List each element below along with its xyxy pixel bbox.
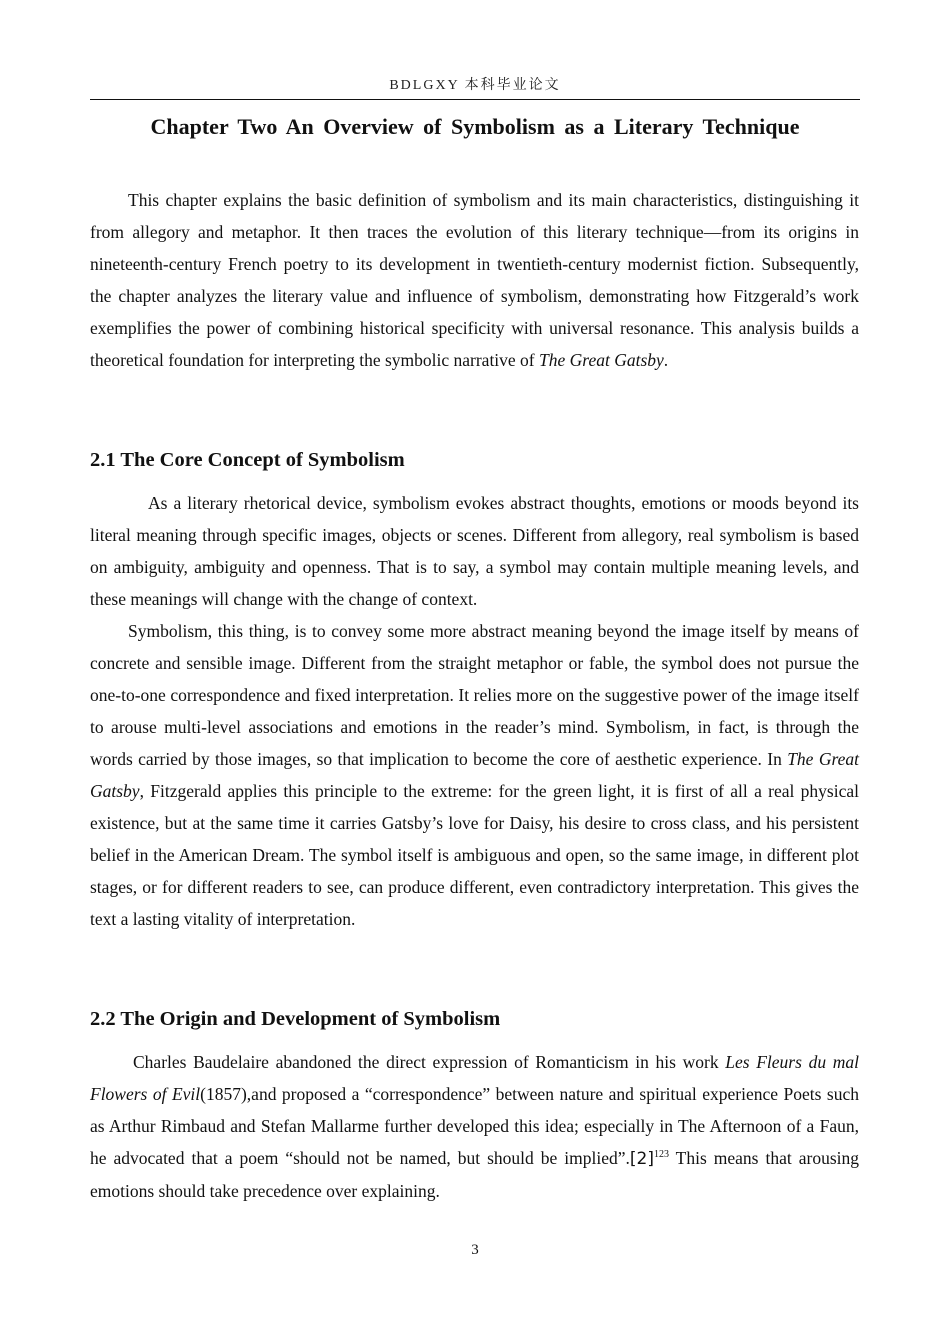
paragraph-text: , Fitzgerald applies this principle to the extreme: for the green light, it is first of all a real physical existence, but at the same time it carries Gatsby’s love for Daisy, his desire to cross class, and his persistent belief in the American Dream. The symbol itself is ambiguous and open, so the same image, in different plot stages, or for different readers to see, can produce different, even contradictory interpretation. This gives the text a lasting vitality of interpretation. (90, 781, 859, 929)
section-2-1-paragraph-2 (90, 615, 859, 935)
section-heading-2-1: 2.1 The Core Concept of Symbolism (90, 449, 405, 471)
paragraph-text: Charles Baudelaire abandoned the direct expression of Romanticism in his work (133, 1052, 726, 1072)
section-2-1-paragraph-1: As a literary rhetorical device, symbolism evokes abstract thoughts, emotions or moods beyond its literal meaning through specific images, objects or scenes. Different from allegory, real symbolism is based on ambiguity, ambiguity and openness. That is to say, a symbol may contain multiple meaning levels, and these meanings will change with the change of context. (90, 493, 859, 609)
paragraph-text: (1857),and proposed a “correspondence” between nature and spiritual experience Poets such as Arthur Rimbaud and Stefan Mallarme further developed this idea; especially in The Afternoon of a Faun, he advocated that a poem “should not be named, but should be implied”. (90, 1084, 860, 1168)
intro-paragraph (90, 184, 859, 376)
book-title-italic: The Great Gatsby (539, 350, 664, 370)
header-rule (90, 99, 860, 100)
paragraph-text: This means that arousing emotions should take precedence over explaining. (90, 1148, 859, 1201)
page-number: 3 (471, 1242, 479, 1258)
book-title-italic: The Great Gatsby (90, 749, 860, 801)
section-heading-2-2: 2.2 The Origin and Development of Symbolism (90, 1008, 501, 1030)
section-2-2-paragraph (90, 1046, 859, 1207)
citation-reference[interactable]: [2] (629, 1149, 654, 1169)
paragraph-text: Symbolism, this thing, is to convey some more abstract meaning beyond the image itself by means of concrete and sensible image. Different from the straight metaphor or fable, the symbol does not pursue the one-to-one correspondence and fixed interpretation. It relies more on the suggestive power of the image itself to arouse multi-level associations and emotions in the reader’s mind. Symbolism, in fact, is through the words carried by those images, so that implication to become the core of aesthetic experience. In (90, 621, 859, 769)
intro-text-end: . (663, 350, 669, 370)
chapter-title: Chapter Two An Overview of Symbolism as a Literary Technique (150, 114, 800, 139)
intro-text: This chapter explains the basic definition of symbolism and its main characteristics, distinguishing it from allegory and metaphor. It then traces the evolution of this literary technique—from its origins in nineteenth-century French poetry to its development in twentieth-century modernist fiction. Subsequently, the chapter analyzes the literary value and influence of symbolism, demonstrating how Fitzgerald’s work exemplifies the power of combining historical specificity with universal resonance. This analysis builds a theoretical foundation for interpreting the symbolic narrative of (90, 190, 859, 370)
running-header: BDLGXY 本科毕业论文 (389, 78, 561, 93)
citation-page-superscript: 123 (653, 1149, 669, 1161)
work-title-italic: Les Fleurs du mal Flowers of Evil (90, 1052, 859, 1104)
